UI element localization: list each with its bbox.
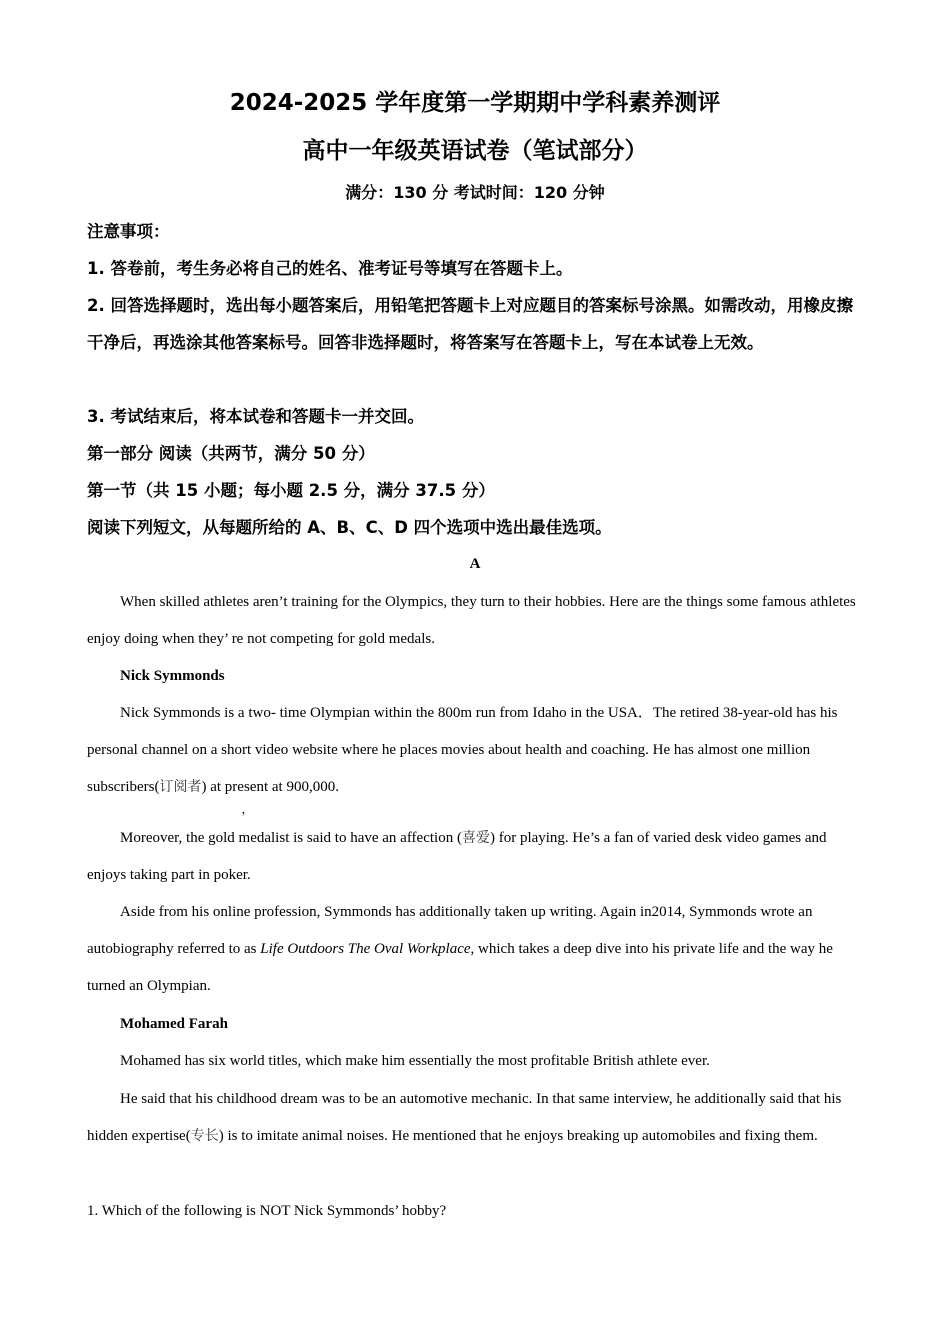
- punctuation-mark: ，: [241, 802, 254, 816]
- athlete-1-paragraph-3: Aside from his online profession, Symmonds has additionally taken up writing. Again in2014, Symmonds wrote an autobiography referred to as Life Outdoors The Oval Workplace, which takes a deep dive into his private life and the way he turned an Olympian.: [87, 904, 833, 994]
- reading-instruction: 阅读下列短文，从每题所给的 A、B、C、D 四个选项中选出最佳选项。: [87, 518, 612, 537]
- gloss-expertise: 专长: [190, 1128, 219, 1144]
- passage-intro: When skilled athletes aren’t training for the Olympics, they turn to their hobbies. Here are the things some famous athletes enjoy doing when they’ re not competing for gold medals.: [87, 594, 856, 647]
- section-title: 第一节（共 15 小题；每小题 2.5 分，满分 37.5 分）: [87, 481, 495, 500]
- exam-title: 2024-2025 学年度第一学期期中学科素养测评: [229, 90, 721, 116]
- passage-letter: A: [469, 556, 481, 572]
- notes-heading: 注意事项：: [87, 222, 170, 241]
- question-1: 1. Which of the following is NOT Nick Symmonds’ hobby?: [87, 1203, 447, 1219]
- exam-subtitle: 高中一年级英语试卷（笔试部分）: [302, 138, 648, 164]
- athlete-2-paragraph-2: He said that his childhood dream was to be an automotive mechanic. In that same interview, he additionally said that his hidden expertise(专长) is to imitate animal noises. He mentioned that he enjoys breaking up automobiles and fixing them.: [87, 1091, 842, 1144]
- note-item-3: 3. 考试结束后，将本试卷和答题卡一并交回。: [87, 407, 424, 426]
- score-and-time: 满分：130 分 考试时间：120 分钟: [345, 183, 605, 202]
- book-title: Life Outdoors The Oval Workplace: [260, 941, 471, 957]
- athlete-name-1: Nick Symmonds: [120, 668, 225, 684]
- part-title: 第一部分 阅读（共两节，满分 50 分）: [87, 444, 375, 463]
- gloss-subscribers: 订阅者: [159, 779, 202, 795]
- athlete-2-paragraph-1: Mohamed has six world titles, which make him essentially the most profitable British athlete ever.: [120, 1053, 710, 1069]
- athlete-1-paragraph-2: Moreover, the gold medalist is said to have an affection (喜爱) for playing. He’s a fan of varied desk video games and enjoys taking part in poker.: [87, 830, 827, 883]
- athlete-name-2: Mohamed Farah: [120, 1016, 228, 1032]
- note-item-1: 1. 答卷前，考生务必将自己的姓名、准考证号等填写在答题卡上。: [87, 259, 573, 278]
- gloss-affection: 喜爱: [461, 830, 490, 846]
- note-item-2: 2. 回答选择题时，选出每小题答案后，用铅笔把答题卡上对应题目的答案标号涂黑。如需改动，用橡皮擦干净后，再选涂其他答案标号。回答非选择题时，将答案写在答题卡上，写在本试卷上无效。: [87, 296, 853, 352]
- athlete-1-paragraph-1: Nick Symmonds is a two- time Olympian within the 800m run from Idaho in the USA．The retired 38-year-old has his personal channel on a short video website where he places movies about health and coaching. He has almost one million subscribers(订阅者) ， at present at 900,000.: [87, 695, 857, 806]
